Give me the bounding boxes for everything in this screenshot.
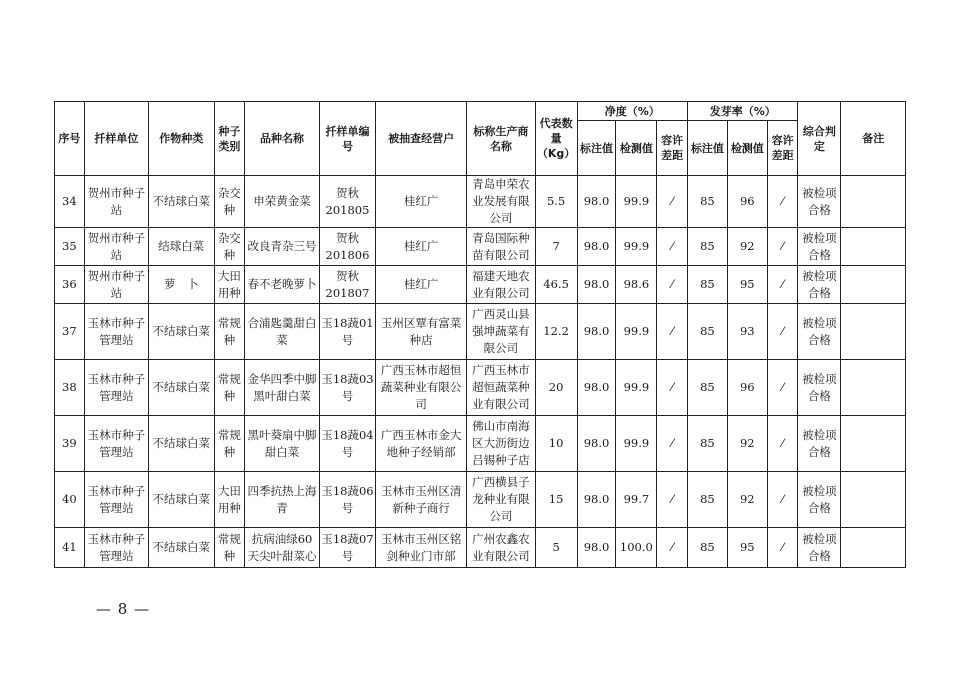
cell-germ-measured: 96: [727, 360, 767, 416]
col-sampling-unit: 扦样单位: [84, 102, 148, 176]
cell-germ-measured: 93: [727, 304, 767, 360]
cell-germ-labeled: 85: [688, 176, 728, 228]
col-germ-labeled: 标注值: [688, 121, 728, 176]
cell-sample-no: 贺秋201807: [319, 266, 375, 304]
cell-crop-type: 萝 卜: [149, 266, 214, 304]
cell-purity-labeled: 98.0: [577, 176, 616, 228]
cell-germ-labeled: 85: [688, 360, 728, 416]
cell-purity-measured: 99.9: [616, 176, 657, 228]
cell-germ-measured: 96: [727, 176, 767, 228]
cell-germ-tolerance: ⁄: [767, 228, 798, 266]
cell-remark: [841, 528, 906, 568]
cell-germ-tolerance: ⁄: [767, 360, 798, 416]
cell-seq: 35: [55, 228, 85, 266]
cell-remark: [841, 472, 906, 528]
cell-seed-category: 常规种: [214, 528, 245, 568]
cell-quantity: 15: [535, 472, 577, 528]
cell-dealer: 广西玉林市金大地种子经销部: [376, 416, 467, 472]
col-purity-labeled: 标注值: [577, 121, 616, 176]
col-seed-category: 种子类别: [214, 102, 245, 176]
cell-germ-labeled: 85: [688, 416, 728, 472]
cell-germ-tolerance: ⁄: [767, 266, 798, 304]
cell-purity-tolerance: ⁄: [657, 472, 688, 528]
table-row: [55, 228, 906, 266]
table-row: [55, 266, 906, 304]
cell-germ-labeled: 85: [688, 266, 728, 304]
cell-purity-measured: 100.0: [616, 528, 657, 568]
cell-variety: 春不老晚萝卜: [245, 266, 320, 304]
cell-quantity: 7: [535, 228, 577, 266]
cell-crop-type: 不结球白菜: [149, 176, 214, 228]
col-group-purity: 净度（%）: [577, 102, 687, 121]
cell-sample-no: 贺秋201806: [319, 228, 375, 266]
col-verdict: 综合判定: [798, 102, 841, 176]
cell-seq: 38: [55, 360, 85, 416]
cell-crop-type: 结球白菜: [149, 228, 214, 266]
col-seq: 序号: [55, 102, 85, 176]
cell-seq: 41: [55, 528, 85, 568]
col-purity-measured: 检测值: [616, 121, 657, 176]
cell-sample-no: 玉18蔬04号: [319, 416, 375, 472]
col-producer: 标称生产商名称: [467, 102, 536, 176]
cell-remark: [841, 360, 906, 416]
cell-verdict: 被检项合格: [798, 304, 841, 360]
cell-sample-no: 玉18蔬07号: [319, 528, 375, 568]
cell-verdict: 被检项合格: [798, 228, 841, 266]
cell-seed-category: 常规种: [214, 360, 245, 416]
cell-sampling-unit: 贺州市种子站: [84, 176, 148, 228]
cell-germ-tolerance: ⁄: [767, 304, 798, 360]
cell-dealer: 玉州区覃有富菜种店: [376, 304, 467, 360]
col-crop-type: 作物种类: [149, 102, 214, 176]
cell-producer: 广西玉林市超恒蔬菜种业有限公司: [467, 360, 536, 416]
cell-germ-measured: 95: [727, 528, 767, 568]
cell-purity-labeled: 98.0: [577, 528, 616, 568]
cell-purity-tolerance: ⁄: [657, 266, 688, 304]
table-body: [55, 176, 906, 568]
cell-purity-tolerance: ⁄: [657, 228, 688, 266]
cell-crop-type: 不结球白菜: [149, 472, 214, 528]
col-variety: 品种名称: [245, 102, 320, 176]
cell-dealer: 桂红广: [376, 228, 467, 266]
cell-seq: 39: [55, 416, 85, 472]
table-row: [55, 360, 906, 416]
cell-sampling-unit: 玉林市种子管理站: [84, 472, 148, 528]
col-group-germination: 发芽率（%）: [688, 102, 798, 121]
cell-variety: 黑叶葵扇中脚甜白菜: [245, 416, 320, 472]
table-row: [55, 528, 906, 568]
cell-germ-tolerance: ⁄: [767, 416, 798, 472]
cell-germ-measured: 92: [727, 416, 767, 472]
cell-verdict: 被检项合格: [798, 266, 841, 304]
cell-producer: 广西横县子龙种业有限公司: [467, 472, 536, 528]
cell-crop-type: 不结球白菜: [149, 304, 214, 360]
cell-germ-labeled: 85: [688, 304, 728, 360]
cell-seq: 37: [55, 304, 85, 360]
cell-sampling-unit: 玉林市种子管理站: [84, 360, 148, 416]
cell-producer: 青岛国际种苗有限公司: [467, 228, 536, 266]
cell-producer: 青岛申荣农业发展有限公司: [467, 176, 536, 228]
cell-variety: 合浦匙羹甜白菜: [245, 304, 320, 360]
cell-verdict: 被检项合格: [798, 472, 841, 528]
cell-germ-tolerance: ⁄: [767, 472, 798, 528]
cell-sampling-unit: 贺州市种子站: [84, 228, 148, 266]
cell-purity-tolerance: ⁄: [657, 304, 688, 360]
cell-dealer: 桂红广: [376, 176, 467, 228]
cell-variety: 抗病油绿60天尖叶甜菜心: [245, 528, 320, 568]
cell-purity-labeled: 98.0: [577, 266, 616, 304]
cell-germ-labeled: 85: [688, 472, 728, 528]
cell-germ-labeled: 85: [688, 228, 728, 266]
cell-sample-no: 玉18蔬06号: [319, 472, 375, 528]
cell-dealer: 玉林市玉州区铭剑种业门市部: [376, 528, 467, 568]
cell-purity-labeled: 98.0: [577, 228, 616, 266]
cell-producer: 佛山市南海区大沥街边吕锡种子店: [467, 416, 536, 472]
col-quantity: 代表数量（Kg）: [535, 102, 577, 176]
cell-crop-type: 不结球白菜: [149, 416, 214, 472]
cell-crop-type: 不结球白菜: [149, 360, 214, 416]
cell-sample-no: 玉18蔬01号: [319, 304, 375, 360]
cell-quantity: 46.5: [535, 266, 577, 304]
cell-remark: [841, 176, 906, 228]
cell-sampling-unit: 玉林市种子管理站: [84, 304, 148, 360]
col-germ-measured: 检测值: [727, 121, 767, 176]
cell-sampling-unit: 贺州市种子站: [84, 266, 148, 304]
cell-seed-category: 杂交种: [214, 228, 245, 266]
page-number: — 8 —: [96, 600, 151, 618]
cell-germ-measured: 95: [727, 266, 767, 304]
cell-seed-category: 常规种: [214, 304, 245, 360]
cell-remark: [841, 416, 906, 472]
cell-purity-measured: 99.9: [616, 304, 657, 360]
cell-purity-tolerance: ⁄: [657, 416, 688, 472]
cell-remark: [841, 304, 906, 360]
cell-quantity: 10: [535, 416, 577, 472]
cell-quantity: 5.5: [535, 176, 577, 228]
col-remark: 备注: [841, 102, 906, 176]
cell-seq: 36: [55, 266, 85, 304]
cell-remark: [841, 266, 906, 304]
cell-quantity: 5: [535, 528, 577, 568]
cell-variety: 四季抗热上海青: [245, 472, 320, 528]
cell-dealer: 玉林市玉州区清新种子商行: [376, 472, 467, 528]
cell-seed-category: 大田用种: [214, 266, 245, 304]
cell-seq: 34: [55, 176, 85, 228]
cell-verdict: 被检项合格: [798, 416, 841, 472]
cell-purity-tolerance: ⁄: [657, 528, 688, 568]
cell-germ-measured: 92: [727, 228, 767, 266]
table-row: [55, 176, 906, 228]
cell-verdict: 被检项合格: [798, 528, 841, 568]
cell-verdict: 被检项合格: [798, 360, 841, 416]
cell-verdict: 被检项合格: [798, 176, 841, 228]
cell-variety: 改良青杂三号: [245, 228, 320, 266]
cell-dealer: 广西玉林市超恒蔬菜种业有限公司: [376, 360, 467, 416]
cell-seed-category: 杂交种: [214, 176, 245, 228]
cell-variety: 申荣黄金菜: [245, 176, 320, 228]
cell-seed-category: 大田用种: [214, 472, 245, 528]
table-row: [55, 304, 906, 360]
cell-remark: [841, 228, 906, 266]
cell-purity-labeled: 98.0: [577, 360, 616, 416]
col-dealer: 被抽查经营户: [376, 102, 467, 176]
cell-sample-no: 玉18蔬03号: [319, 360, 375, 416]
cell-purity-labeled: 98.0: [577, 472, 616, 528]
cell-quantity: 20: [535, 360, 577, 416]
cell-purity-labeled: 98.0: [577, 416, 616, 472]
cell-purity-measured: 99.9: [616, 416, 657, 472]
cell-crop-type: 不结球白菜: [149, 528, 214, 568]
table-row: [55, 472, 906, 528]
cell-germ-labeled: 85: [688, 528, 728, 568]
cell-purity-measured: 99.9: [616, 228, 657, 266]
cell-sampling-unit: 玉林市种子管理站: [84, 416, 148, 472]
table-row: [55, 416, 906, 472]
cell-purity-measured: 98.6: [616, 266, 657, 304]
col-germ-tolerance: 容许差距: [767, 121, 798, 176]
cell-purity-tolerance: ⁄: [657, 360, 688, 416]
cell-sampling-unit: 玉林市种子管理站: [84, 528, 148, 568]
cell-producer: 福建天地农业有限公司: [467, 266, 536, 304]
cell-germ-tolerance: ⁄: [767, 176, 798, 228]
cell-quantity: 12.2: [535, 304, 577, 360]
cell-sample-no: 贺秋201805: [319, 176, 375, 228]
header-row-1: [55, 102, 906, 121]
cell-dealer: 桂红广: [376, 266, 467, 304]
cell-germ-tolerance: ⁄: [767, 528, 798, 568]
cell-purity-measured: 99.9: [616, 360, 657, 416]
cell-purity-measured: 99.7: [616, 472, 657, 528]
cell-purity-labeled: 98.0: [577, 304, 616, 360]
cell-producer: 广州农鑫农业有限公司: [467, 528, 536, 568]
col-purity-tolerance: 容许差距: [657, 121, 688, 176]
cell-producer: 广西灵山县强坤蔬菜有限公司: [467, 304, 536, 360]
cell-purity-tolerance: ⁄: [657, 176, 688, 228]
col-sample-no: 扦样单编号: [319, 102, 375, 176]
cell-seq: 40: [55, 472, 85, 528]
seed-inspection-table: [54, 101, 906, 568]
cell-variety: 金华四季中脚黑叶甜白菜: [245, 360, 320, 416]
cell-seed-category: 常规种: [214, 416, 245, 472]
cell-germ-measured: 92: [727, 472, 767, 528]
